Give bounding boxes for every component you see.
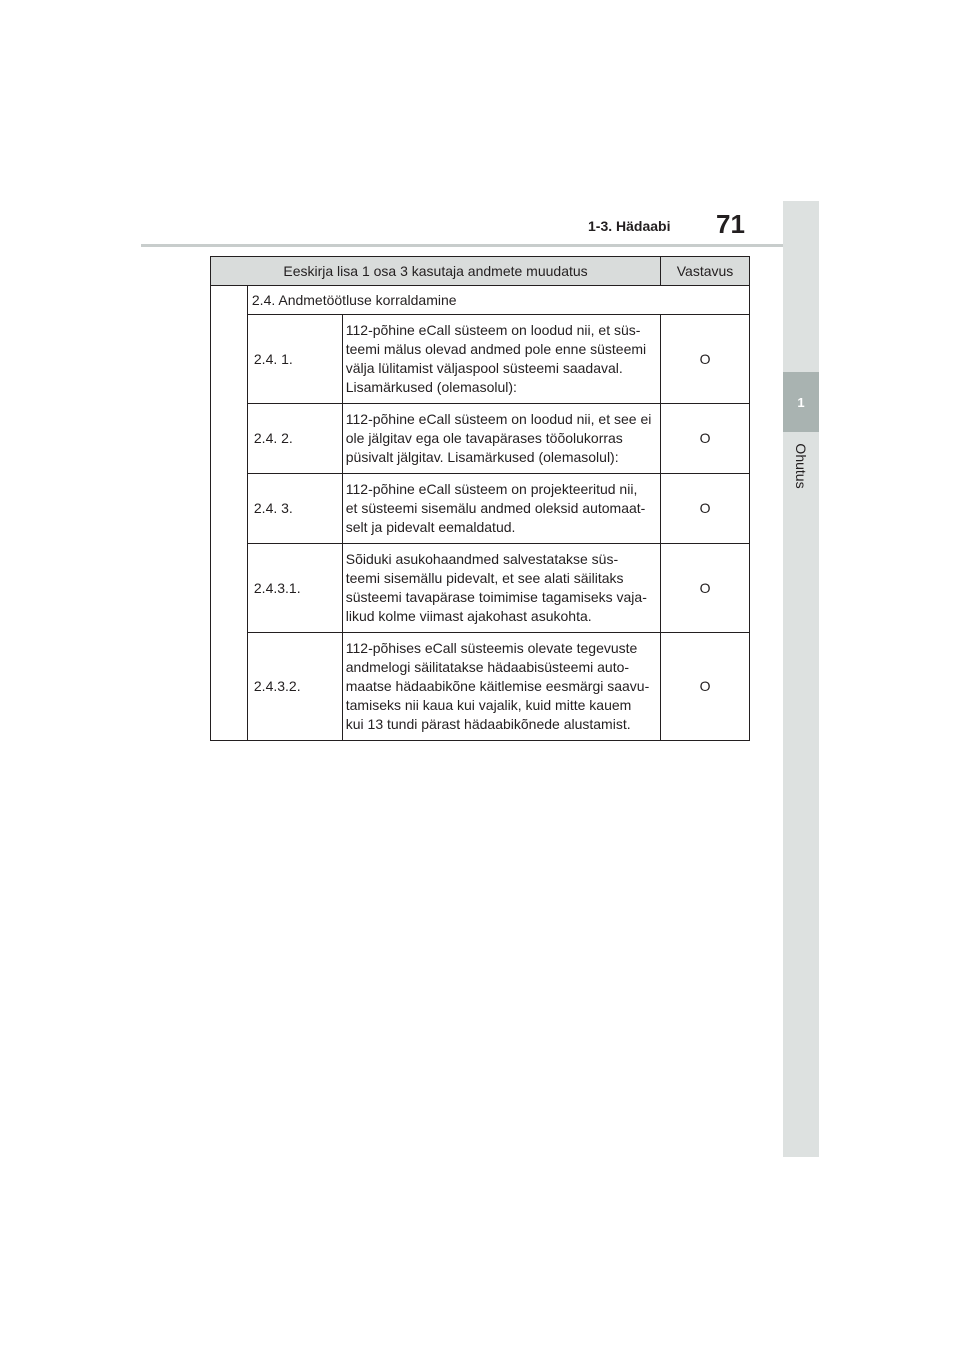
row-compliance: O [661, 544, 750, 633]
description-line: 112-põhine eCall süsteem on loodud nii, et see ei [345, 411, 652, 427]
section-title: 1-3. Hädaabi [588, 218, 671, 234]
description-line: ole jälgitav ega ole tavapärases töõolukorras [345, 430, 623, 446]
row-compliance: O [661, 404, 750, 474]
table-row [211, 544, 750, 633]
description-line: püsivalt jälgitav. Lisamärkused (olemasolul): [345, 449, 619, 465]
header-requirement: Eeskirja lisa 1 osa 3 kasutaja andmete muudatus [211, 257, 661, 286]
table-row [211, 404, 750, 474]
description-line: selt ja pidevalt eemaldatud. [345, 519, 516, 535]
page-number: 71 [716, 209, 745, 239]
row-description [342, 315, 660, 404]
description-line: välja lülitamist väljaspool süsteemi saadaval. [345, 360, 623, 376]
table-header-row [211, 257, 750, 286]
row-description [342, 633, 660, 741]
row-description [342, 404, 660, 474]
row-number: 2.4.3.2. [247, 633, 342, 741]
description-line: Sõiduki asukohaandmed salvestatakse süs- [345, 551, 619, 567]
description-line: likud kolme viimast ajakohast asukohta. [345, 608, 592, 624]
row-number: 2.4. 2. [247, 404, 342, 474]
section-row [211, 286, 750, 315]
row-compliance: O [661, 315, 750, 404]
chapter-side-tab [783, 201, 819, 1157]
header-divider [141, 244, 783, 247]
chapter-number-badge: 1 [783, 372, 819, 432]
table-row [211, 474, 750, 544]
row-description [342, 474, 660, 544]
section-label: 2.4. Andmetöötluse korraldamine [247, 286, 749, 315]
description-line: kui 13 tundi pärast hädaabikõnede alustamist. [345, 716, 631, 732]
chapter-label: Ohutus [793, 443, 809, 489]
description-line: maatse hädaabikõne käitlemise eesmärgi saavu- [345, 678, 650, 694]
header-compliance: Vastavus [661, 257, 750, 286]
table-row [211, 315, 750, 404]
description-line: 112-põhises eCall süsteemis olevate tegevuste [345, 640, 638, 656]
row-number: 2.4. 1. [247, 315, 342, 404]
requirements-table [210, 256, 750, 741]
row-compliance: O [661, 633, 750, 741]
row-description [342, 544, 660, 633]
blank-cell [211, 286, 248, 741]
description-line: Lisamärkused (olemasolul): [345, 379, 517, 395]
description-line: et süsteemi sisemälu andmed oleksid automaat- [345, 500, 646, 516]
row-number: 2.4.3.1. [247, 544, 342, 633]
description-line: 112-põhine eCall süsteem on projekteeritud nii, [345, 481, 638, 497]
table-row [211, 633, 750, 741]
description-line: tamiseks nii kaua kui vajalik, kuid mitte kauem [345, 697, 632, 713]
row-compliance: O [661, 474, 750, 544]
row-number: 2.4. 3. [247, 474, 342, 544]
description-line: 112-põhine eCall süsteem on loodud nii, et süs- [345, 322, 641, 338]
description-line: teemi sisemällu pidevalt, et see alati säilitaks [345, 570, 624, 586]
description-line: teemi mälus olevad andmed pole enne süsteemi [345, 341, 647, 357]
description-line: süsteemi tavapärase toimimise tagamiseks vaja- [345, 589, 647, 605]
description-line: andmelogi säilitatakse hädaabisüsteemi auto- [345, 659, 630, 675]
